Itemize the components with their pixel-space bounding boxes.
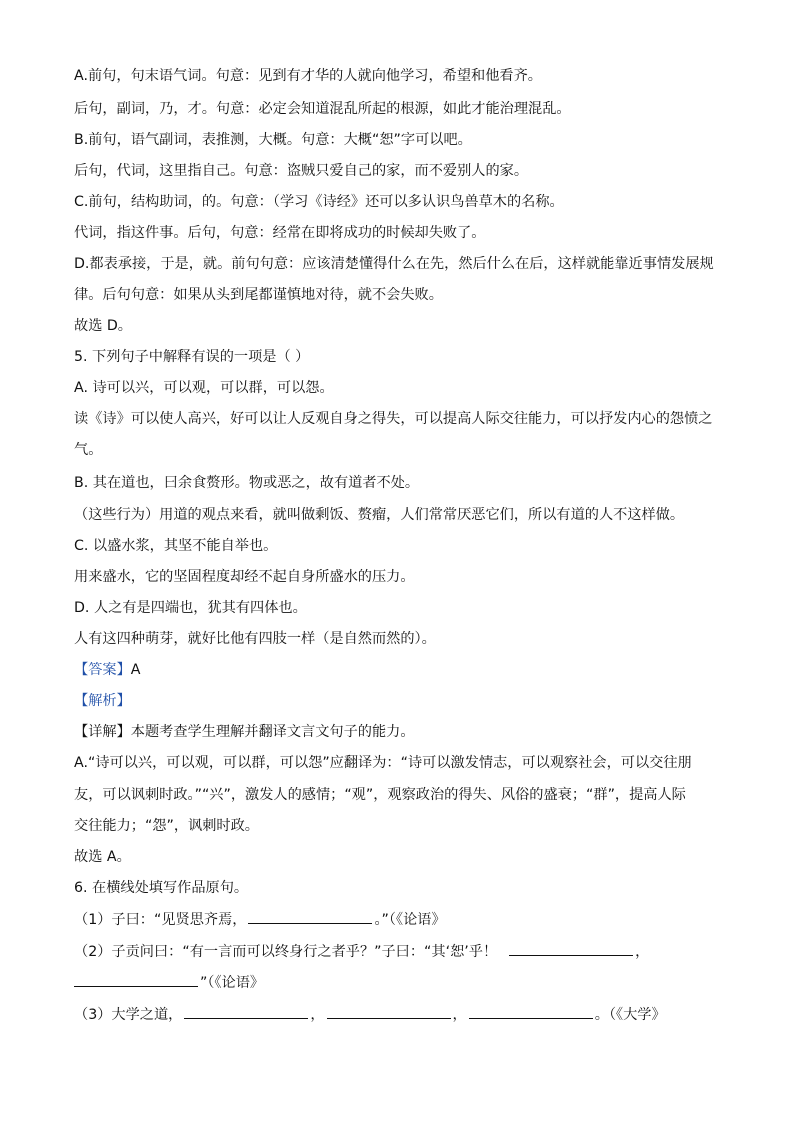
analysis-line-c2: 代词，指这件事。后句，句意：经常在即将成功的时候却失败了。: [74, 225, 486, 241]
q6-item-3: [74, 1004, 734, 1025]
fill-blank[interactable]: [184, 1004, 308, 1019]
q6-item-1: [74, 909, 734, 930]
option-d: D. 人之有是四端也，犹其有四体也。: [74, 600, 307, 616]
option-c-translation: 用来盛水，它的坚固程度却经不起自身所盛水的压力。: [74, 569, 415, 585]
q6-item-1-source: 。”（《论语》: [374, 912, 446, 928]
fill-blank[interactable]: [248, 909, 372, 924]
option-a-translation-2: 气。: [74, 442, 103, 458]
option-a: A. 诗可以兴，可以观，可以群，可以怨。: [74, 380, 334, 396]
question-6-stem: 6. 在横线处填写作品原句。: [74, 880, 249, 896]
option-a-translation-1: 读《诗》可以使人高兴，好可以让人反观自身之得失，可以提高人际交往能力，可以抒发内心的怨愤之: [74, 411, 713, 427]
question-5-stem: 5. 下列句子中解释有误的一项是（ ）: [74, 349, 310, 365]
choose-a-line: 故选 A。: [74, 849, 131, 865]
option-c: C. 以盛水浆，其坚不能自举也。: [74, 538, 278, 554]
fill-blank[interactable]: [469, 1004, 593, 1019]
detail-a-line-3: 交往能力；“怨”，讽刺时政。: [74, 818, 259, 834]
option-b-translation: （这些行为）用道的观点来看，就叫做剩饭、赘瘤，人们常常厌恶它们，所以有道的人不这样做。: [74, 507, 685, 523]
analysis-label-line: [74, 691, 734, 711]
q6-item-2-text: （2）子贡问曰：“有一言而可以终身行之者乎？”子曰：“其‘恕’乎！: [74, 944, 498, 960]
analysis-line-c1: C.前句，结构助词，的。句意：（学习《诗经》还可以多认识鸟兽草木的名称。: [74, 194, 564, 210]
analysis-line-d1: D.都表承接，于是，就。前句句意：应该清楚懂得什么在先，然后什么在后，这样就能靠近事情发展规: [74, 256, 714, 272]
detail-a-line-1: A.“诗可以兴，可以观，可以群，可以怨”应翻译为：“诗可以激发情志，可以观察社会，可以交往朋: [74, 755, 692, 771]
q6-item-3-source: 。（《大学》: [594, 1007, 666, 1023]
answer-line: [74, 660, 734, 680]
fill-blank[interactable]: [509, 941, 633, 956]
analysis-line-b1: B.前句，语气副词，表推测，大概。句意：大概“恕”字可以吧。: [74, 132, 472, 148]
q6-item-1-text: （1）子曰：“见贤思齐焉，: [74, 912, 247, 928]
choose-d-line: 故选 D。: [74, 318, 132, 334]
answer-label: 【答案】: [74, 662, 131, 678]
q6-item-3-comma-2: ，: [452, 1007, 467, 1023]
q6-item-2-cont: [74, 972, 734, 993]
detail-line: 【详解】本题考查学生理解并翻译文言文句子的能力。: [74, 724, 415, 740]
analysis-line-a2: 后句，副词，乃，才。句意：必定会知道混乱所起的根源，如此才能治理混乱。: [74, 101, 571, 117]
q6-item-3-comma-1: ，: [310, 1007, 325, 1023]
option-b: B. 其在道也，曰余食赘形。物或恶之，故有道者不处。: [74, 475, 420, 491]
analysis-line-a1: A.前句，句末语气词。句意：见到有才华的人就向他学习，希望和他看齐。: [74, 68, 542, 84]
fill-blank[interactable]: [74, 972, 198, 987]
answer-value: A: [130, 662, 141, 678]
q6-item-3-text: （3）大学之道，: [74, 1007, 183, 1023]
detail-a-line-2: 友，可以讽刺时政。”“兴”，激发人的感情；“观”，观察政治的得失、风俗的盛衰；“群”，提高人际: [74, 787, 686, 803]
analysis-label: 【解析】: [74, 693, 131, 709]
q6-item-2-source: ”（《论语》: [200, 975, 265, 991]
option-d-translation: 人有这四种萌芽，就好比他有四肢一样（是自然而然的）。: [74, 631, 436, 647]
analysis-line-d2: 律。后句句意：如果从头到尾都谨慎地对待，就不会失败。: [74, 287, 443, 303]
q6-item-2-comma: ，: [635, 944, 650, 960]
q6-item-2: [74, 941, 734, 962]
analysis-line-b2: 后句，代词，这里指自己。句意：盗贼只爱自己的家，而不爱别人的家。: [74, 163, 529, 179]
fill-blank[interactable]: [327, 1004, 451, 1019]
